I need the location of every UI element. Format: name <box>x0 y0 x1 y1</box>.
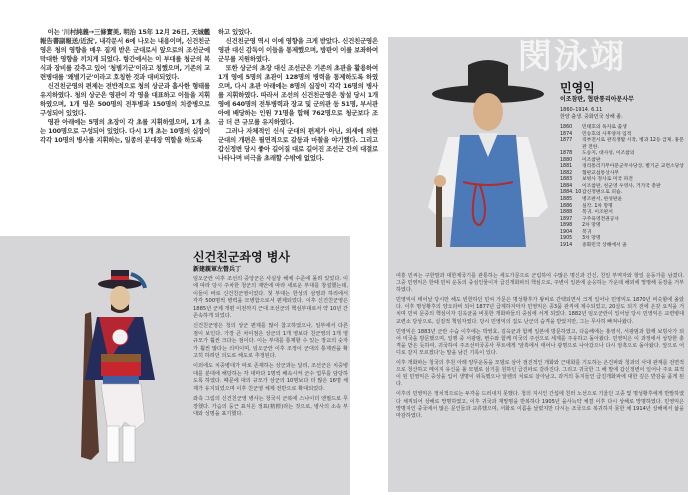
paragraph: 여흥 민씨는 구한말과 대한제국기를 관통하는 세도가문으로 군림하여 수많은 명신과 간신, 친일 부역자와 항일 운동가를 남겼다. 그중 민영익은 한때 민씨 운동의 중심인물이자 급진개화파의 핵심으로, 주변이 일본에 순응하는 가운데 해외에 망명해 등장을 거부하였다. <box>396 273 684 294</box>
timeline-year: 1881 <box>560 164 573 170</box>
paragraph: 신건친군영 역시 이에 영향을 크게 받았다. 신건친군영은 영관 대신 감독이 이들을 통제했으며, 방판이 이를 보좌하여 군무를 지원하였다. <box>218 37 378 63</box>
paragraph: 신건친군영의 편제는 전반적으로 청의 상군과 흡사한 형태를 유지하였다. 청의 상군은 영관이 각 영을 대표하고 이들을 지휘하였으며, 1개 영은 500명의 전투병과 150명의 치중병으로 구성되어 있었다. <box>40 82 210 117</box>
timeline-event: 경리통리기무아문군무사당상, 별기군 교련소당상 <box>582 164 684 170</box>
paragraph: 이후의 민영익은 정치적으로는 두각을 드러내지 못했다. 청의 지시인 간섭에 친러 노선으로 기울던 고종 및 명성황후에게 반발하였다 체직되어 상해로 망명하였고, 이후 귀국과 재망명을 반복하다 1905년 을사늑약 체결 이후 다시 상해로 망명하였다. 민영익은 망명지인 중국에서 많은 문인들과 교류했으며, 서화로 이름을 날렸지만 다시는 조국으로 복귀하지 못한 채 1914년 상해에서 삶을 마감하였다. <box>396 391 684 419</box>
timeline-event: 복귀. 이조판서 <box>582 210 613 216</box>
timeline-year: 1882 <box>560 170 573 176</box>
timeline-event: 도승지, 대사성, 이조참의 <box>582 151 635 157</box>
timeline-event: 구주육영전권공사 <box>582 216 620 222</box>
profile-dates <box>560 107 623 121</box>
paragraph: 신건친군영은 청의 상군 편제를 많이 참고하였으나, 일부에서 다른 점이 보인다. 가장 큰 차이점은 상군의 1개 영보다 친군영의 1개 영 규모가 훨씬 크다는 점이다. 이는 부대를 통제할 수 있는 장교의 숫자가 훨씬 많다는 의미이며, 임오군란 이후 조정이 군대의 통제권을 확고히 하려던 의도로 해도로 추정된다. <box>193 323 348 360</box>
paragraph: 하고 있었다. <box>218 28 253 36</box>
timeline-event: 민태호의 독자로 출생 <box>582 125 627 130</box>
timeline-year: 1897 <box>560 216 573 222</box>
main-text-column-2 <box>218 28 378 163</box>
timeline-event: 중화민국 상해에서 졸 <box>582 242 627 248</box>
timeline-year: 1914 <box>560 242 573 248</box>
portrait-illustration <box>418 57 558 247</box>
timeline-event: 이조참판 <box>582 157 601 163</box>
paragraph: 좌측 그림의 신건친군영 병사는 청국식 군복에 스나이더 엔필드로 무장했다. 가슴의 둥근 표식은 정표(精標)라는 것으로, 병사의 소속 부대와 성명을 표기했다. <box>193 396 348 417</box>
timeline-year: 1885 <box>560 197 573 203</box>
timeline-event: 이조참판, 친군영 우영사, 거가국 총판 <box>582 183 661 189</box>
timeline-event: 보빙사 정사로 미국 파견 <box>582 177 633 183</box>
timeline <box>560 125 686 249</box>
paragraph: 그러나 자체적인 신식 군대의 편제가 아닌, 외세에 의한 군대의 개편은 필연적으로 갈등과 마찰을 야기했다. 그리고 갑신정변 당시 좋아 길어질 대로 길어진 조선군 간의 대결로 나타나며 비극을 초래할 수밖에 없었다. <box>218 127 378 162</box>
paragraph: 임오군란 이후 조선의 중앙군은 사실상 해체 수준에 몰려 있었다. 이에 따라 당시 주차한 청군의 제안에 따라 새로운 부대를 창설했는데, 이들이 바로 신건친군영이었다. 첫 부대는 한성의 삼영과 하리에서 각각 500명씩 병력을 모병함으로서 편제되었다. 이후 신건친군영은 1885년 군제 개편 이전까지 근대 조선군의 핵심부대로서 약 10년 간 존속하게 되었다. <box>193 276 348 320</box>
paragraph: 영관 아래에는 5명의 초장이 각 초를 지휘하였으며, 1개 초는 100명으로 구성되어 있었다. 다시 1개 초는 10명의 십장이 각각 10명의 병사를 지휘하는, 일종의 분대장 역할을 하도록 <box>40 118 210 144</box>
timeline-year: 1886 <box>560 203 573 209</box>
profile-name: 민영익 <box>560 81 595 95</box>
timeline-year: 1884 <box>560 183 573 189</box>
birth-death-place: 한양 출생. 중화민국 상해 졸. <box>560 114 623 120</box>
paragraph: 또한 상군의 초장 대신 조선군은 기존의 초관을 활용하여 1개 영에 5명의 초관이 128명의 병력을 통제하도록 하였으며, 다시 초관 아래에는 8명의 십장이 각각 16명의 병사를 지휘하였다. 따라서 조선의 신건친군영은 창설 당시 1개 영에 640명의 전투병력과 장교 및 군의관 등 51명, 부서관아에 배당하는 인원 71명을 합해 762명으로 청군보다 조금 더 큰 규모를 유지하였다. <box>218 64 378 126</box>
lifespan: 1860–1914. 6.11 <box>560 107 603 113</box>
timeline-year: 1904 <box>560 229 573 235</box>
profile-role: 이조참판, 협판통리아문사무 <box>560 96 634 103</box>
timeline-year: 1860 <box>560 125 573 130</box>
timeline-year: 1874 <box>560 131 573 137</box>
paragraph: 이후 개화파는 청국의 후원 아래 양무운동을 모델로 삼아 점진적인 개화와 근대화를 기도하는 온건파와 청과의 사대 관계를 전면적으로 청산하고 메이지 유신을 롤 모델로 삼기를 원하던 급진파로 갈라진다. 그리고 귀국한 그 해 말에 갑신정변이 일어나 주요 표적이 된 민영익은 중상을 입어 생명이 위독했으나 알렌의 치료로 살아남고, 과거의 동지들인 급진개화파에 대한 깊은 반감을 품게 된다. <box>396 360 684 388</box>
timeline-year: 1898 <box>560 223 573 229</box>
timeline-event: 3차 망명 <box>582 236 601 242</box>
timeline-event: 2차 망명 <box>582 223 601 229</box>
timeline-year: 1878 <box>560 151 573 157</box>
paragraph: 민영익은 1883년 군란 수습 이후에는 박영효, 김옥균과 함께 일본에 방문하였고, 다음해에는 홍영식, 서광범과 함께 보빙사가 되어 미국을 방문했으며, 일행 중 서광범, 변수와 함께 미국의 주선으로 세계를 주유하고 돌아왔다. 민영익은 이 과정에서 상당한 충격을 받은 듯하여, 귀국하여 주조선미국공사 푸트에게 '암흑에서 태어나 광명으로 나아갔으나 다시 암흑으로 돌아왔다. 앞으로 어디로 갈지 모르겠다'는 말을 남긴 기록이 있다. <box>396 328 684 356</box>
timeline-event: 실각. 1차 망명 <box>582 203 613 209</box>
timeline-year: 1883 <box>560 177 573 183</box>
timeline-year: 1888 <box>560 210 573 216</box>
timeline-year: 1877 <box>560 138 573 144</box>
paragraph: 이는 '川村純義→三條實美, 明治 15年 12月 26日, 天城艦報告書副報送/近況', 내각문서 6에 나오는 내용이며, 신건친군영은 청의 영향을 매우 짙게 받은 군대로서 앞으로의 조선군에 막대한 영향을 끼치게 되었다. 항간에서는 이 부대를 청군의 복식과 장비를 갖추고 있어 '청별기군'이라고 칭했으며, 기존의 교련병대를 '왜별기군'이라고 호칭한 것과 대비되었다. <box>40 28 210 81</box>
timeline-event: 병조판서, 한성판윤 <box>582 197 623 203</box>
timeline-entry <box>560 138 686 151</box>
timeline-entry <box>560 243 686 250</box>
soldier-description <box>193 276 348 421</box>
profile-hanja-watermark: 閔泳翊 <box>518 37 626 77</box>
profile-panel <box>388 37 688 492</box>
timeline-event: 갑신정변으로 피습. <box>582 190 623 196</box>
paragraph: 이외에도 치중병대가 따로 존재하는 상군과는 달리, 조선군은 치중병대를 분대에 해당하는 각 대마다 1명씩 배속시켜 군수 업무를 담당하도록 하였다. 때문에 대의 규모가 상군의 10명보다 더 많은 16명 체제가 유지되었으며 이후 친군영 체제 전반으로 확대되었다. <box>193 363 348 392</box>
timeline-year: 1884. 10 <box>560 190 582 196</box>
timeline-year: 1880 <box>560 157 573 163</box>
soldier-subtitle: 新建親軍左營兵丁 <box>193 266 242 273</box>
profile-biography <box>396 273 684 423</box>
timeline-event: 민승호의 사후양자 입적 <box>582 131 632 137</box>
timeline-event: 직부전시로 관직생활 시작, 병과 12등 급제. 홍문관 전한. <box>582 138 684 150</box>
main-text-column-1 <box>40 28 210 145</box>
timeline-event: 협판교섭통상사무 <box>582 170 620 176</box>
timeline-year: 1905 <box>560 236 573 242</box>
paragraph: 민영익이 태어날 당시만 해도 빈한하던 민씨 가문은 명성황후가 왕비로 간택되면서 크게 일어나 민영익도 1870년 비슷할에 올랐다. 이후 명성황후의 양오라비 되어 1877년 급제하자마자 민영익은 종3품 관직에 제수되었고, 20살도 되기 전에 온갖 요직을 거치며 민씨 문중의 핵심이자 김옥균을 비롯한 개화파들의 중심에 서게 되었다. 1882년 임오군란이 일어날 당시 민영익은 교련병대 교련소 당상으로, 실질적 책임자였다. 당시 민영익의 집도 난군의 습격을 받았지만, 그는 무사히 빠져나왔다. <box>396 297 684 325</box>
timeline-event: 복귀 <box>582 229 592 235</box>
soldier-title: 신건친군좌영 병사 <box>193 250 290 264</box>
soldier-illustration <box>75 262 165 472</box>
